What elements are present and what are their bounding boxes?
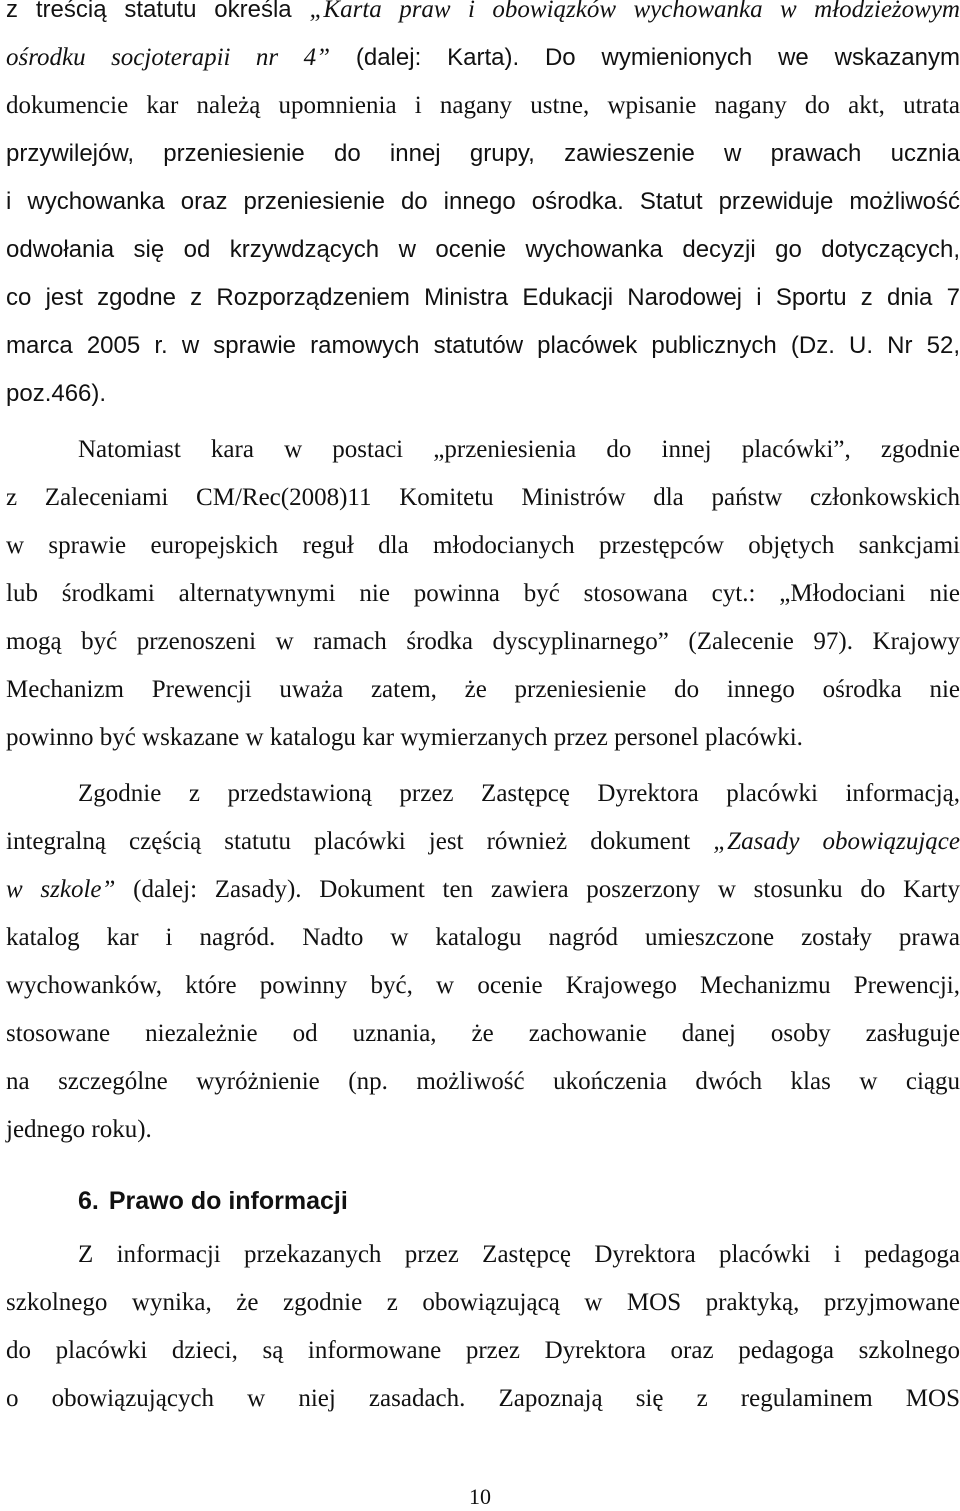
text-line: dokumencie kar należą upomnienia i nagany ustne, wpisanie nagany do akt, utrata (6, 92, 960, 119)
paragraph-informacja (6, 1231, 960, 1423)
text-line: przywilejów, przeniesienie do innej grupy, zawieszenie w prawach ucznia (6, 140, 960, 167)
text-line: odwołania się od krzywdzących w ocenie wychowanka decyzji go dotyczących, (6, 236, 960, 263)
text-line: powinno być wskazane w katalogu kar wymierzanych przez personel placówki. (6, 724, 803, 751)
text-line: Mechanizm Prewencji uważa zatem, że przeniesienie do innego ośrodka nie (6, 676, 960, 703)
text-line: i wychowanka oraz przeniesienie do innego ośrodka. Statut przewiduje możliwość (6, 188, 960, 215)
text-line: Natomiast kara w postaci „przeniesienia do innej placówki”, zgodnie (78, 436, 960, 463)
text-line: do placówki dzieci, są informowane przez Dyrektora oraz pedagoga szkolnego (6, 1337, 960, 1364)
text-line: jednego roku). (6, 1116, 152, 1143)
text-line: stosowane niezależnie od uznania, że zachowanie danej osoby zasługuje (6, 1020, 960, 1047)
text-line: ośrodku socjoterapii nr 4” (dalej: Karta). Do wymienionych we wskazanym (6, 44, 960, 71)
text-line: o obowiązujących w niej zasadach. Zapoznają się z regulaminem MOS (6, 1385, 960, 1412)
text-line: marca 2005 r. w sprawie ramowych statutów placówek publicznych (Dz. U. Nr 52, (6, 332, 960, 359)
paragraph-karta (6, 0, 960, 418)
text-line: lub środkami alternatywnymi nie powinna być stosowana cyt.: „Młodociani nie (6, 580, 960, 607)
text-line: z Zaleceniami CM/Rec(2008)11 Komitetu Ministrów dla państw członkowskich (6, 484, 960, 511)
text-line: poz.466). (6, 380, 107, 407)
text-line: wychowanków, które powinny być, w ocenie Krajowego Mechanizmu Prewencji, (6, 972, 960, 999)
text-line: co jest zgodne z Rozporządzeniem Ministra Edukacji Narodowej i Sportu z dnia 7 (6, 284, 960, 311)
text-line: katalog kar i nagród. Nadto w katalogu nagród umieszczone zostały prawa (6, 924, 960, 951)
paragraph-przeniesienie (6, 426, 960, 762)
text-line: szkolnego wynika, że zgodnie z obowiązującą w MOS praktyką, przyjmowane (6, 1289, 960, 1316)
text-line: Zgodnie z przedstawioną przez Zastępcę Dyrektora placówki informacją, (78, 780, 960, 807)
text-line: Z informacji przekazanych przez Zastępcę Dyrektora placówki i pedagoga (78, 1241, 960, 1268)
page-number: 10 (469, 1484, 491, 1509)
paragraph-zasady (6, 770, 960, 1154)
text-line: z treścią statutu określa „Karta praw i obowiązków wychowanka w młodzieżowym (6, 0, 960, 23)
section-title: Prawo do informacji (108, 1187, 348, 1215)
section-number: 6. (78, 1187, 99, 1215)
text-line: integralną częścią statutu placówki jest również dokument „Zasady obowiązujące (6, 828, 960, 855)
text-line: na szczególne wyróżnienie (np. możliwość ukończenia dwóch klas w ciągu (6, 1068, 960, 1095)
text-line: mogą być przenoszeni w ramach środka dyscyplinarnego” (Zalecenie 97). Krajowy (6, 628, 960, 655)
text-line: w sprawie europejskich reguł dla młodocianych przestępców objętych sankcjami (6, 532, 960, 559)
section-heading (78, 1177, 348, 1225)
text-line: w szkole” (dalej: Zasady). Dokument ten zawiera poszerzony w stosunku do Karty (6, 876, 960, 903)
